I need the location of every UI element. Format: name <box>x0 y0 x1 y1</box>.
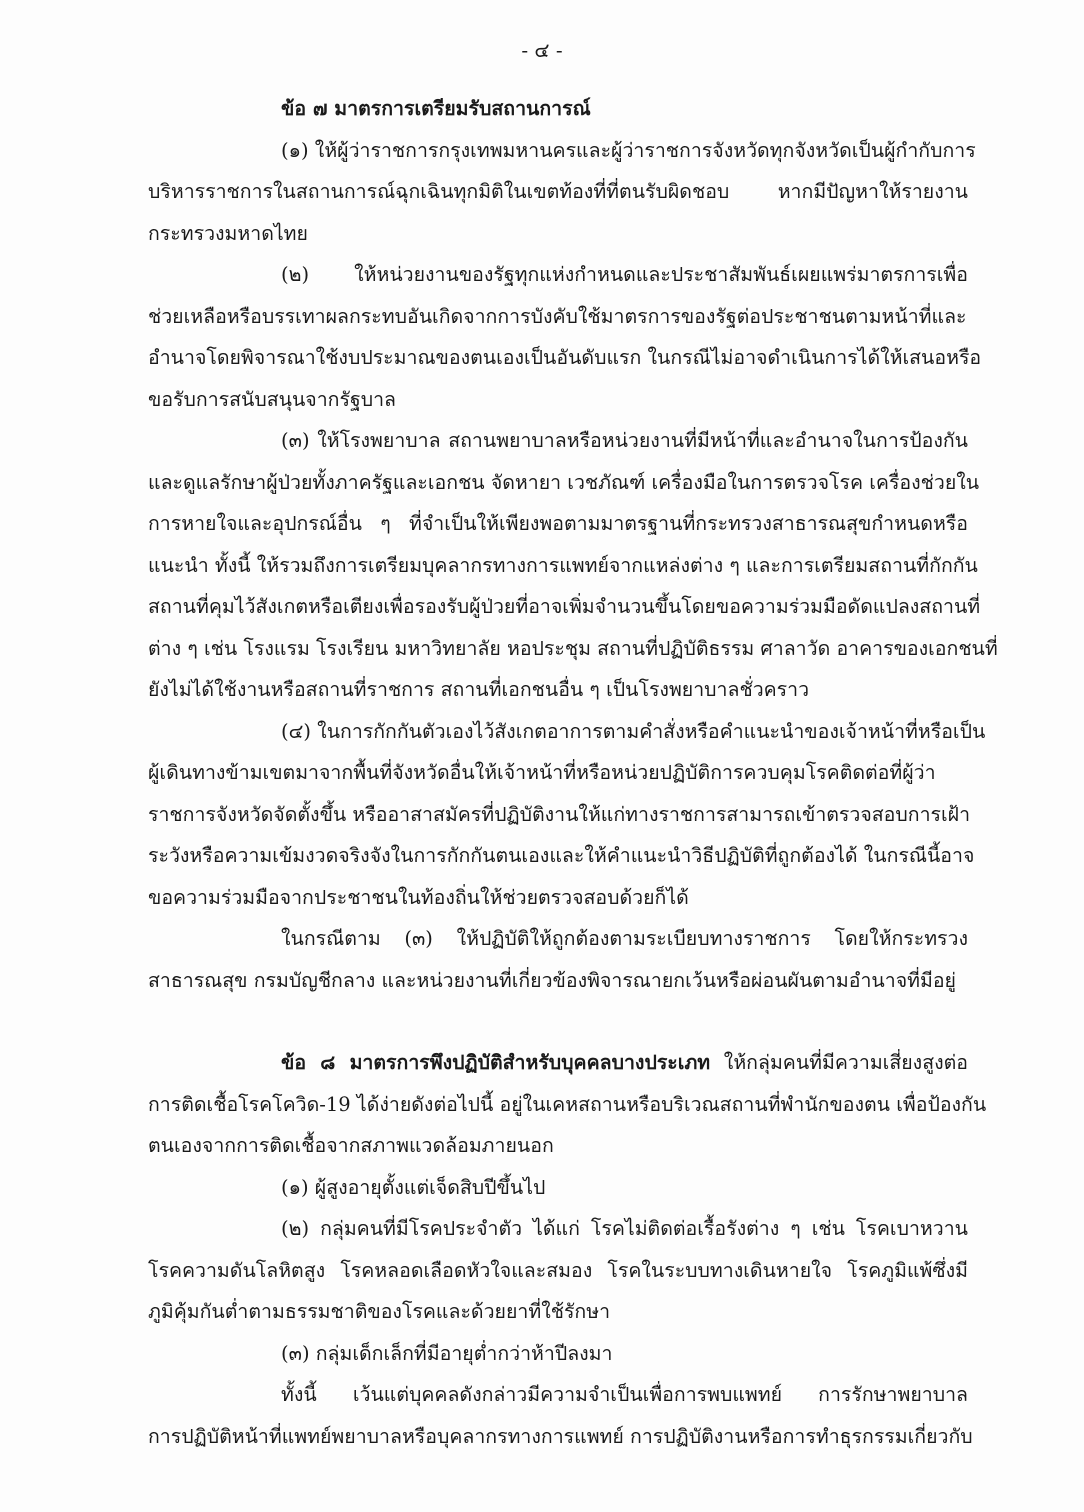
paragraph-line: (๒) ให้หน่วยงานของรัฐทุกแห่งกำหนดและประชาสัมพันธ์เผยแพร่มาตรการเพื่อ <box>281 263 968 286</box>
paragraph-line: ช่วยเหลือหรือบรรเทาผลกระทบอันเกิดจากการบังคับใช้มาตรการของรัฐต่อประชาชนตามหน้าที่และ <box>148 304 967 328</box>
paragraph-line: (๑) ผู้สูงอายุตั้งแต่เจ็ดสิบปีขึ้นไป <box>281 1175 546 1199</box>
section-spacer <box>148 1001 968 1042</box>
section-8-exception <box>148 1374 973 1457</box>
section-8-item-3 <box>148 1333 968 1375</box>
section-7-item-3 <box>148 420 998 711</box>
section-8-intro <box>148 1042 987 1167</box>
section-8-heading-rest: ให้กลุ่มคนที่มีความเสี่ยงสูงต่อ <box>710 1051 968 1074</box>
paragraph-line: ทั้งนี้ เว้นแต่บุคคลดังกล่าวมีความจำเป็นเพื่อการพบแพทย์ การรักษาพยาบาล <box>281 1383 968 1406</box>
paragraph-line: สถานที่คุมไว้สังเกตหรือเตียงเพื่อรองรับผู้ป่วยที่อาจเพิ่มจำนวนขึ้นโดยขอความร่วมมือดัดแปลงสถานที่ <box>148 595 981 618</box>
section-7-item-4 <box>148 711 986 919</box>
section-8-item-2 <box>148 1208 968 1333</box>
paragraph-line: และดูแลรักษาผู้ป่วยทั้งภาครัฐและเอกชน จัดหายา เวชภัณฑ์ เครื่องมือในการตรวจโรค เครื่องช่วยใน <box>148 470 980 494</box>
page-number: - ๔ - <box>521 38 563 62</box>
paragraph-line: ราชการจังหวัดจัดตั้งขึ้น หรืออาสาสมัครที่ปฏิบัติงานให้แก่ทางราชการสามารถเข้าตรวจสอบการเฝ้า <box>148 802 971 826</box>
section-8-heading: ข้อ ๘ มาตรการพึงปฏิบัติสำหรับบุคคลบางประเภท <box>281 1051 711 1074</box>
paragraph-line: (๒) กลุ่มคนที่มีโรคประจำตัว ได้แก่ โรคไม่ติดต่อเรื้อรังต่าง ๆ เช่น โรคเบาหวาน <box>281 1217 968 1240</box>
section-8-item-1 <box>148 1167 968 1209</box>
paragraph-line: ในกรณีตาม (๓) ให้ปฏิบัติให้ถูกต้องตามระเบียบทางราชการ โดยให้กระทรวง <box>281 927 968 950</box>
paragraph-line: (๔) ในการกักกันตัวเองไว้สังเกตอาการตามคำสั่งหรือคำแนะนำของเจ้าหน้าที่หรือเป็น <box>281 719 986 743</box>
paragraph-line: การติดเชื้อโรคโควิด-19 ได้ง่ายดังต่อไปนี้ อยู่ในเคหสถานหรือบริเวณสถานที่พำนักของตน เพื่อป้องกัน <box>148 1092 987 1116</box>
section-7-item-1 <box>148 130 976 255</box>
paragraph-line: (๑) ให้ผู้ว่าราชการกรุงเทพมหานครและผู้ว่าราชการจังหวัดทุกจังหวัดเป็นผู้กำกับการ <box>281 138 976 162</box>
paragraph-line: การหายใจและอุปกรณ์อื่น ๆ ที่จำเป็นให้เพียงพอตามมาตรฐานที่กระทรวงสาธารณสุขกำหนดหรือ <box>148 512 968 535</box>
section-7-heading: ข้อ ๗ มาตรการเตรียมรับสถานการณ์ <box>281 97 591 120</box>
paragraph-line: บริหารราชการในสถานการณ์ฉุกเฉินทุกมิติในเขตท้องที่ที่ตนรับผิดชอบ หากมีปัญหาให้รายงาน <box>148 180 968 203</box>
paragraph-line: ขอรับการสนับสนุนจากรัฐบาล <box>148 387 396 411</box>
paragraph-line: (๓) ให้โรงพยาบาล สถานพยาบาลหรือหน่วยงานที่มีหน้าที่และอำนาจในการป้องกัน <box>281 429 968 452</box>
section-7-item-2 <box>148 254 982 420</box>
section-7-note <box>148 918 968 1001</box>
paragraph-line: อำนาจโดยพิจารณาใช้งบประมาณของตนเองเป็นอันดับแรก ในกรณีไม่อาจดำเนินการได้ให้เสนอหรือ <box>148 346 982 369</box>
paragraph-line: ต่าง ๆ เช่น โรงแรม โรงเรียน มหาวิทยาลัย หอประชุม สถานที่ปฏิบัติธรรม ศาลาวัด อาคารของเอกชนที่ <box>148 636 998 660</box>
paragraph-line: กระทรวงมหาดไทย <box>148 221 308 245</box>
section-8-heading-line <box>148 1042 968 1084</box>
paragraph-line: ภูมิคุ้มกันต่ำตามธรรมชาติของโรคและด้วยยาที่ใช้รักษา <box>148 1300 611 1323</box>
paragraph-line: โรคความดันโลหิตสูง โรคหลอดเลือดหัวใจและสมอง โรคในระบบทางเดินหายใจ โรคภูมิแพ้ซึ่งมี <box>148 1258 968 1282</box>
paragraph-line: (๓) กลุ่มเด็กเล็กที่มีอายุต่ำกว่าห้าปีลงมา <box>281 1341 613 1365</box>
paragraph-line: แนะนำ ทั้งนี้ ให้รวมถึงการเตรียมบุคลากรทางการแพทย์จากแหล่งต่าง ๆ และการเตรียมสถานที่กักกัน <box>148 553 978 577</box>
paragraph-line: ขอความร่วมมือจากประชาชนในท้องถิ่นให้ช่วยตรวจสอบด้วยก็ได้ <box>148 885 689 909</box>
paragraph-line: ยังไม่ได้ใช้งานหรือสถานที่ราชการ สถานที่เอกชนอื่น ๆ เป็นโรงพยาบาลชั่วคราว <box>148 678 810 701</box>
paragraph-line: ผู้เดินทางข้ามเขตมาจากพื้นที่จังหวัดอื่นให้เจ้าหน้าที่หรือหน่วยปฏิบัติการควบคุมโรคติดต่อที่ผู้ว่า <box>148 761 936 784</box>
paragraph-line: ระวังหรือความเข้มงวดจริงจังในการกักกันตนเองและให้คำแนะนำวิธีปฏิบัติที่ถูกต้องได้ ในกรณีนี้อาจ <box>148 844 975 867</box>
paragraph-line: ตนเองจากการติดเชื้อจากสภาพแวดล้อมภายนอก <box>148 1134 554 1157</box>
paragraph-line: สาธารณสุข กรมบัญชีกลาง และหน่วยงานที่เกี่ยวข้องพิจารณายกเว้นหรือผ่อนผันตามอำนาจที่มีอยู่ <box>148 968 956 992</box>
document-body <box>148 88 998 1457</box>
paragraph-line: การปฏิบัติหน้าที่แพทย์พยาบาลหรือบุคลากรทางการแพทย์ การปฏิบัติงานหรือการทำธุรกรรมเกี่ยวกับ <box>148 1424 973 1448</box>
